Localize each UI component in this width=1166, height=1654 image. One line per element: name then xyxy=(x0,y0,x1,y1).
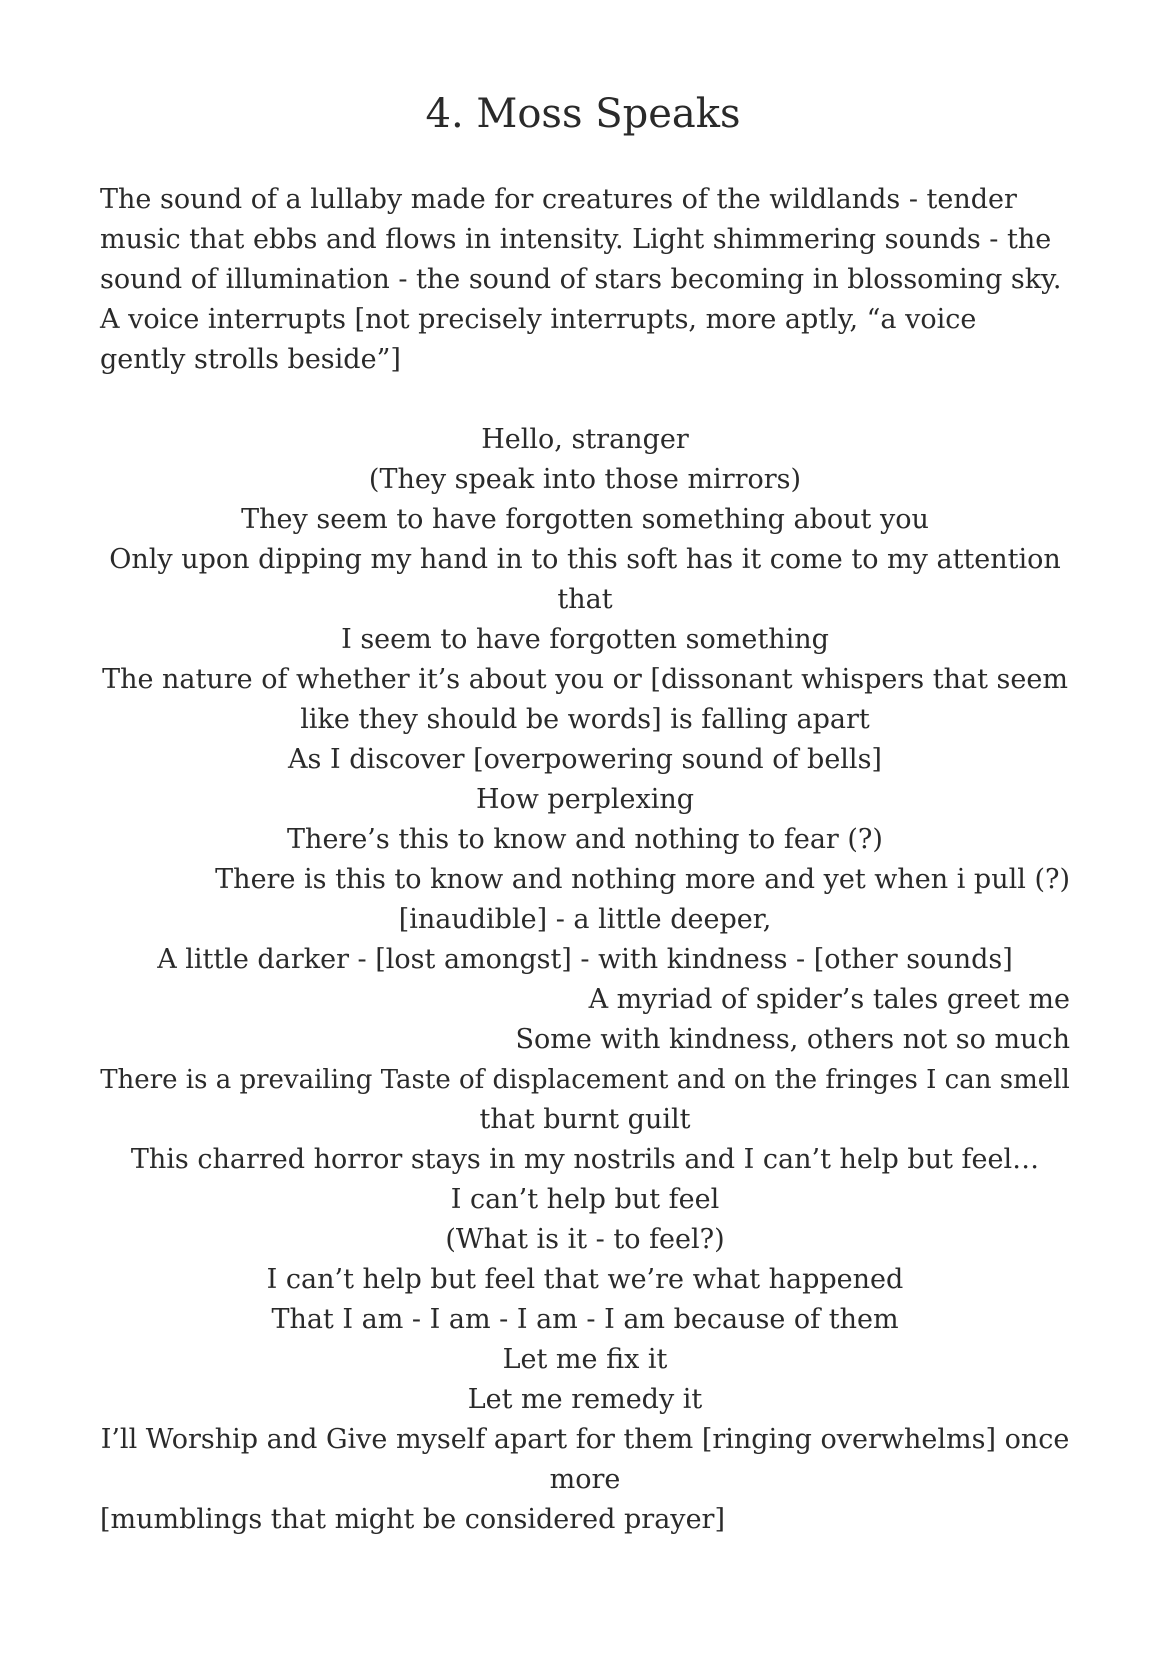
poem-line: I’ll Worship and Give myself apart for them [ringing overwhelms] once xyxy=(100,1424,1070,1455)
poem-line: Let me fix it xyxy=(502,1344,668,1375)
poem-line: that burnt guilt xyxy=(479,1104,691,1135)
poem-line: There is this to know and nothing more and yet when i pull (?) xyxy=(215,864,1070,895)
poem-line: How perplexing xyxy=(475,784,695,815)
poem-line: [inaudible] - a little deeper, xyxy=(398,904,772,935)
poem-line: A little darker - [lost amongst] - with kindness - [other sounds] xyxy=(157,944,1013,975)
poem-line: Only upon dipping my hand in to this soft has it come to my attention xyxy=(109,544,1061,575)
poem-line: I can’t help but feel that we’re what happened xyxy=(266,1264,904,1295)
poem-line: There’s this to know and nothing to fear (?) xyxy=(287,824,883,855)
poem-line: more xyxy=(549,1464,621,1495)
poem-line: like they should be words] is falling apart xyxy=(300,704,870,735)
poem-line: That I am - I am - I am - I am because of them xyxy=(271,1304,899,1335)
poem-line: Hello, stranger xyxy=(481,424,689,455)
poem-line: (What is it - to feel?) xyxy=(445,1224,725,1255)
poem-line: [mumblings that might be considered prayer] xyxy=(100,1504,725,1535)
intro-paragraph: The sound of a lullaby made for creatures of the wildlands - tender music that ebbs and flows in intensity. Light shimmering sounds - the sound of illumination - the sound of stars becoming in blossoming sky. A voice interrupts [not precisely interrupts, more aptly, “a voice gently strolls beside”] xyxy=(100,184,1062,375)
poem-line: Some with kindness, others not so much xyxy=(515,1024,1070,1055)
poem-line: (They speak into those mirrors) xyxy=(368,464,802,495)
poem-line: that xyxy=(557,584,613,615)
poem-line: I seem to have forgotten something xyxy=(341,624,829,655)
poem-line: There is a prevailing Taste of displacement and on the fringes I can smell xyxy=(100,1065,1070,1095)
poem-line: Let me remedy it xyxy=(467,1384,703,1415)
poem-line: A myriad of spider’s tales greet me xyxy=(588,984,1070,1015)
poem-line: As I discover [overpowering sound of bells] xyxy=(288,744,882,775)
poem-body xyxy=(100,420,1070,1540)
poem-line: The nature of whether it’s about you or [dissonant whispers that seem xyxy=(102,664,1068,695)
poem-line: I can’t help but feel xyxy=(450,1184,720,1215)
poem-line: They seem to have forgotten something about you xyxy=(241,504,929,535)
poem-line: This charred horror stays in my nostrils and I can’t help but feel… xyxy=(130,1144,1040,1175)
page-title: 4. Moss Speaks xyxy=(425,91,741,137)
